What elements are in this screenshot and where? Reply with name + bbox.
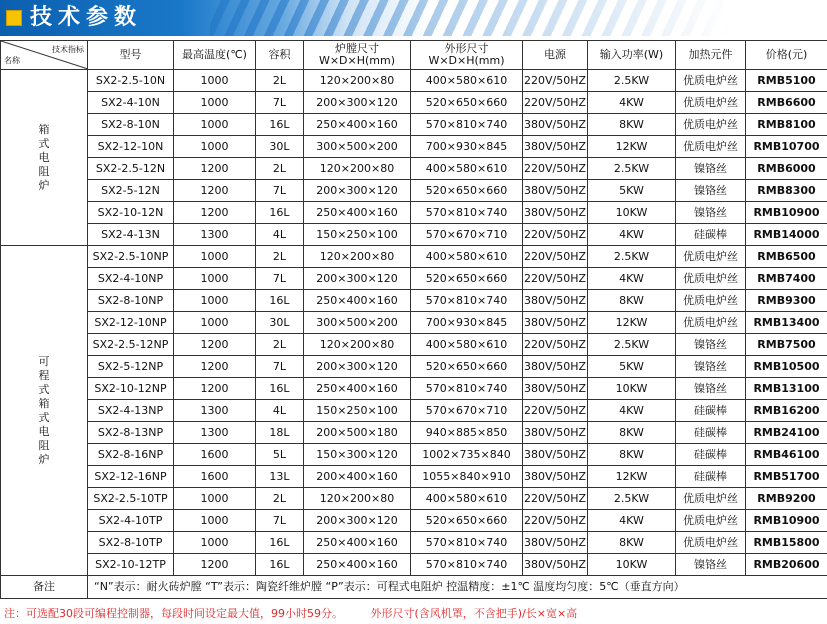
chamber-size-cell: 200×300×120 xyxy=(304,92,411,114)
table-row xyxy=(1,378,827,400)
price-cell: RMB10700 xyxy=(746,136,827,158)
power-supply-cell: 220V/50HZ xyxy=(523,158,588,180)
banner-stripes xyxy=(210,0,730,36)
input-power-cell: 2.5KW xyxy=(588,488,676,510)
input-power-cell: 2.5KW xyxy=(588,246,676,268)
outer-size-cell: 570×810×740 xyxy=(411,114,523,136)
max-temp-cell: 1000 xyxy=(174,268,256,290)
heating-element-cell: 优质电炉丝 xyxy=(676,246,746,268)
chamber-size-cell: 150×250×100 xyxy=(304,224,411,246)
model-cell: SX2-12-16NP xyxy=(88,466,174,488)
outer-size-cell: 400×580×610 xyxy=(411,158,523,180)
header-chamber xyxy=(304,41,411,70)
heating-element-cell: 硅碳棒 xyxy=(676,422,746,444)
input-power-cell: 12KW xyxy=(588,466,676,488)
outer-size-cell: 400×580×610 xyxy=(411,70,523,92)
price-cell: RMB10900 xyxy=(746,202,827,224)
chamber-size-cell: 300×500×200 xyxy=(304,312,411,334)
header-power-supply: 电源 xyxy=(523,41,588,70)
table-row xyxy=(1,488,827,510)
power-supply-cell: 380V/50HZ xyxy=(523,422,588,444)
model-cell: SX2-4-10NP xyxy=(88,268,174,290)
model-cell: SX2-2.5-10NP xyxy=(88,246,174,268)
max-temp-cell: 1200 xyxy=(174,334,256,356)
heating-element-cell: 优质电炉丝 xyxy=(676,70,746,92)
model-cell: SX2-4-13N xyxy=(88,224,174,246)
max-temp-cell: 1000 xyxy=(174,136,256,158)
power-supply-cell: 220V/50HZ xyxy=(523,400,588,422)
header-outer-label: 外形尺寸 xyxy=(444,42,489,55)
header-chamber-unit: W×D×H(mm) xyxy=(318,54,396,67)
heating-element-cell: 优质电炉丝 xyxy=(676,114,746,136)
page-title: 技术参数 xyxy=(30,5,143,30)
model-cell: SX2-5-12N xyxy=(88,180,174,202)
max-temp-cell: 1300 xyxy=(174,422,256,444)
volume-cell: 16L xyxy=(256,114,304,136)
spec-table xyxy=(0,40,827,599)
heating-element-cell: 镍铬丝 xyxy=(676,202,746,224)
power-supply-cell: 220V/50HZ xyxy=(523,510,588,532)
table-row xyxy=(1,334,827,356)
model-cell: SX2-10-12NP xyxy=(88,378,174,400)
input-power-cell: 8KW xyxy=(588,114,676,136)
outer-size-cell: 400×580×610 xyxy=(411,334,523,356)
footnote-controller: 注：可选配30段可编程控制器，每段时间设定最大值，99小时59分。 xyxy=(4,607,343,620)
model-cell: SX2-12-10N xyxy=(88,136,174,158)
volume-cell: 7L xyxy=(256,180,304,202)
header-chamber-label: 炉膛尺寸 xyxy=(335,42,379,55)
power-supply-cell: 380V/50HZ xyxy=(523,180,588,202)
volume-cell: 18L xyxy=(256,422,304,444)
max-temp-cell: 1000 xyxy=(174,114,256,136)
header-heating: 加热元件 xyxy=(676,41,746,70)
model-cell: SX2-2.5-12NP xyxy=(88,334,174,356)
model-cell: SX2-12-10NP xyxy=(88,312,174,334)
header-model: 型号 xyxy=(88,41,174,70)
model-cell: SX2-8-10NP xyxy=(88,290,174,312)
power-supply-cell: 380V/50HZ xyxy=(523,136,588,158)
volume-cell: 7L xyxy=(256,356,304,378)
heating-element-cell: 镍铬丝 xyxy=(676,356,746,378)
outer-size-cell: 520×650×660 xyxy=(411,510,523,532)
heating-element-cell: 优质电炉丝 xyxy=(676,136,746,158)
max-temp-cell: 1600 xyxy=(174,466,256,488)
price-cell: RMB9300 xyxy=(746,290,827,312)
max-temp-cell: 1200 xyxy=(174,180,256,202)
volume-cell: 2L xyxy=(256,246,304,268)
chamber-size-cell: 120×200×80 xyxy=(304,246,411,268)
model-cell: SX2-8-16NP xyxy=(88,444,174,466)
power-supply-cell: 220V/50HZ xyxy=(523,246,588,268)
remark-row xyxy=(1,576,827,599)
chamber-size-cell: 200×300×120 xyxy=(304,180,411,202)
footnote-dimensions: 外形尺寸(含风机罩，不含把手)/长×宽×高 xyxy=(370,607,578,620)
table-row xyxy=(1,246,827,268)
power-supply-cell: 380V/50HZ xyxy=(523,356,588,378)
power-supply-cell: 380V/50HZ xyxy=(523,312,588,334)
table-row xyxy=(1,444,827,466)
heating-element-cell: 优质电炉丝 xyxy=(676,488,746,510)
volume-cell: 2L xyxy=(256,334,304,356)
chamber-size-cell: 250×400×160 xyxy=(304,114,411,136)
outer-size-cell: 1002×735×840 xyxy=(411,444,523,466)
heating-element-cell: 优质电炉丝 xyxy=(676,268,746,290)
table-row xyxy=(1,312,827,334)
input-power-cell: 2.5KW xyxy=(588,70,676,92)
price-cell: RMB6600 xyxy=(746,92,827,114)
header-outer xyxy=(411,41,523,70)
heating-element-cell: 硅碳棒 xyxy=(676,466,746,488)
price-cell: RMB7500 xyxy=(746,334,827,356)
input-power-cell: 5KW xyxy=(588,180,676,202)
max-temp-cell: 1000 xyxy=(174,510,256,532)
heating-element-cell: 镍铬丝 xyxy=(676,158,746,180)
price-cell: RMB13400 xyxy=(746,312,827,334)
price-cell: RMB8100 xyxy=(746,114,827,136)
power-supply-cell: 380V/50HZ xyxy=(523,378,588,400)
table-row xyxy=(1,356,827,378)
price-cell: RMB8300 xyxy=(746,180,827,202)
model-cell: SX2-8-13NP xyxy=(88,422,174,444)
heating-element-cell: 优质电炉丝 xyxy=(676,290,746,312)
square-bullet-icon xyxy=(6,10,22,26)
max-temp-cell: 1000 xyxy=(174,246,256,268)
price-cell: RMB5100 xyxy=(746,70,827,92)
volume-cell: 7L xyxy=(256,510,304,532)
model-cell: SX2-4-10TP xyxy=(88,510,174,532)
outer-size-cell: 570×810×740 xyxy=(411,290,523,312)
price-cell: RMB46100 xyxy=(746,444,827,466)
footnote xyxy=(4,605,601,621)
power-supply-cell: 380V/50HZ xyxy=(523,114,588,136)
table-row xyxy=(1,290,827,312)
header-price: 价格(元) xyxy=(746,41,827,70)
chamber-size-cell: 120×200×80 xyxy=(304,334,411,356)
heating-element-cell: 镍铬丝 xyxy=(676,180,746,202)
outer-size-cell: 570×810×740 xyxy=(411,202,523,224)
chamber-size-cell: 250×400×160 xyxy=(304,532,411,554)
chamber-size-cell: 250×400×160 xyxy=(304,378,411,400)
header-indicator-label: 技术指标 xyxy=(52,45,84,54)
outer-size-cell: 520×650×660 xyxy=(411,180,523,202)
power-supply-cell: 220V/50HZ xyxy=(523,92,588,114)
input-power-cell: 4KW xyxy=(588,510,676,532)
volume-cell: 2L xyxy=(256,70,304,92)
heating-element-cell: 硅碳棒 xyxy=(676,400,746,422)
input-power-cell: 12KW xyxy=(588,136,676,158)
outer-size-cell: 940×885×850 xyxy=(411,422,523,444)
heating-element-cell: 优质电炉丝 xyxy=(676,92,746,114)
outer-size-cell: 1055×840×910 xyxy=(411,466,523,488)
chamber-size-cell: 250×400×160 xyxy=(304,290,411,312)
chamber-size-cell: 200×400×160 xyxy=(304,466,411,488)
input-power-cell: 10KW xyxy=(588,202,676,224)
table-row xyxy=(1,510,827,532)
header-max-temp: 最高温度(℃) xyxy=(174,41,256,70)
price-cell: RMB6500 xyxy=(746,246,827,268)
power-supply-cell: 380V/50HZ xyxy=(523,554,588,576)
heating-element-cell: 优质电炉丝 xyxy=(676,532,746,554)
volume-cell: 30L xyxy=(256,312,304,334)
volume-cell: 16L xyxy=(256,378,304,400)
volume-cell: 13L xyxy=(256,466,304,488)
chamber-size-cell: 150×250×100 xyxy=(304,400,411,422)
diagonal-header-cell xyxy=(1,41,88,70)
price-cell: RMB9200 xyxy=(746,488,827,510)
input-power-cell: 4KW xyxy=(588,224,676,246)
chamber-size-cell: 150×300×120 xyxy=(304,444,411,466)
chamber-size-cell: 120×200×80 xyxy=(304,158,411,180)
input-power-cell: 2.5KW xyxy=(588,334,676,356)
header-volume: 容积 xyxy=(256,41,304,70)
volume-cell: 30L xyxy=(256,136,304,158)
table-body xyxy=(1,70,827,576)
chamber-size-cell: 120×200×80 xyxy=(304,488,411,510)
price-cell: RMB51700 xyxy=(746,466,827,488)
max-temp-cell: 1600 xyxy=(174,444,256,466)
input-power-cell: 10KW xyxy=(588,378,676,400)
volume-cell: 5L xyxy=(256,444,304,466)
chamber-size-cell: 300×500×200 xyxy=(304,136,411,158)
max-temp-cell: 1200 xyxy=(174,554,256,576)
table-row xyxy=(1,202,827,224)
price-cell: RMB15800 xyxy=(746,532,827,554)
chamber-size-cell: 250×400×160 xyxy=(304,554,411,576)
outer-size-cell: 570×670×710 xyxy=(411,400,523,422)
input-power-cell: 10KW xyxy=(588,554,676,576)
heating-element-cell: 镍铬丝 xyxy=(676,334,746,356)
input-power-cell: 2.5KW xyxy=(588,158,676,180)
model-cell: SX2-8-10N xyxy=(88,114,174,136)
chamber-size-cell: 200×300×120 xyxy=(304,268,411,290)
table-row xyxy=(1,180,827,202)
heating-element-cell: 镍铬丝 xyxy=(676,554,746,576)
header-name-label: 名称 xyxy=(4,56,20,65)
chamber-size-cell: 200×300×120 xyxy=(304,356,411,378)
input-power-cell: 8KW xyxy=(588,290,676,312)
table-row xyxy=(1,554,827,576)
input-power-cell: 5KW xyxy=(588,356,676,378)
max-temp-cell: 1300 xyxy=(174,400,256,422)
price-cell: RMB16200 xyxy=(746,400,827,422)
outer-size-cell: 700×930×845 xyxy=(411,312,523,334)
volume-cell: 16L xyxy=(256,290,304,312)
outer-size-cell: 570×810×740 xyxy=(411,554,523,576)
max-temp-cell: 1000 xyxy=(174,70,256,92)
volume-cell: 16L xyxy=(256,202,304,224)
model-cell: SX2-4-13NP xyxy=(88,400,174,422)
max-temp-cell: 1000 xyxy=(174,92,256,114)
outer-size-cell: 570×810×740 xyxy=(411,532,523,554)
input-power-cell: 4KW xyxy=(588,268,676,290)
table-row xyxy=(1,136,827,158)
model-cell: SX2-2.5-10TP xyxy=(88,488,174,510)
heating-element-cell: 硅碳棒 xyxy=(676,444,746,466)
outer-size-cell: 400×580×610 xyxy=(411,488,523,510)
chamber-size-cell: 120×200×80 xyxy=(304,70,411,92)
power-supply-cell: 220V/50HZ xyxy=(523,488,588,510)
heating-element-cell: 硅碳棒 xyxy=(676,224,746,246)
max-temp-cell: 1200 xyxy=(174,378,256,400)
table-row xyxy=(1,422,827,444)
input-power-cell: 4KW xyxy=(588,92,676,114)
power-supply-cell: 380V/50HZ xyxy=(523,202,588,224)
input-power-cell: 8KW xyxy=(588,422,676,444)
table-row xyxy=(1,466,827,488)
volume-cell: 2L xyxy=(256,158,304,180)
heating-element-cell: 优质电炉丝 xyxy=(676,510,746,532)
max-temp-cell: 1200 xyxy=(174,202,256,224)
outer-size-cell: 520×650×660 xyxy=(411,356,523,378)
outer-size-cell: 400×580×610 xyxy=(411,246,523,268)
input-power-cell: 12KW xyxy=(588,312,676,334)
max-temp-cell: 1300 xyxy=(174,224,256,246)
power-supply-cell: 380V/50HZ xyxy=(523,532,588,554)
remark-label: 备注 xyxy=(1,576,88,599)
heating-element-cell: 镍铬丝 xyxy=(676,378,746,400)
outer-size-cell: 520×650×660 xyxy=(411,92,523,114)
volume-cell: 2L xyxy=(256,488,304,510)
max-temp-cell: 1200 xyxy=(174,158,256,180)
table-row xyxy=(1,532,827,554)
header-input-power: 输入功率(W) xyxy=(588,41,676,70)
remark-text: “N”表示：耐火砖炉膛 “T”表示：陶瓷纤维炉膛 “P”表示：可程式电阻炉 控温精度：±1℃ 温度均匀度：5℃（垂直方向） xyxy=(88,576,827,599)
power-supply-cell: 380V/50HZ xyxy=(523,466,588,488)
volume-cell: 7L xyxy=(256,268,304,290)
table-row xyxy=(1,70,827,92)
table-row xyxy=(1,268,827,290)
chamber-size-cell: 250×400×160 xyxy=(304,202,411,224)
volume-cell: 16L xyxy=(256,554,304,576)
price-cell: RMB13100 xyxy=(746,378,827,400)
volume-cell: 16L xyxy=(256,532,304,554)
input-power-cell: 8KW xyxy=(588,532,676,554)
table-row xyxy=(1,400,827,422)
header-outer-unit: W×D×H(mm) xyxy=(428,54,505,67)
category-cell: 可 程 式 箱 式 电 阻 炉 xyxy=(1,246,88,576)
power-supply-cell: 220V/50HZ xyxy=(523,334,588,356)
model-cell: SX2-10-12TP xyxy=(88,554,174,576)
price-cell: RMB10900 xyxy=(746,510,827,532)
max-temp-cell: 1000 xyxy=(174,312,256,334)
price-cell: RMB7400 xyxy=(746,268,827,290)
volume-cell: 7L xyxy=(256,92,304,114)
price-cell: RMB24100 xyxy=(746,422,827,444)
outer-size-cell: 570×670×710 xyxy=(411,224,523,246)
power-supply-cell: 220V/50HZ xyxy=(523,268,588,290)
power-supply-cell: 380V/50HZ xyxy=(523,444,588,466)
price-cell: RMB14000 xyxy=(746,224,827,246)
power-supply-cell: 220V/50HZ xyxy=(523,224,588,246)
category-cell: 箱 式 电 阻 炉 xyxy=(1,70,88,246)
model-cell: SX2-5-12NP xyxy=(88,356,174,378)
model-cell: SX2-8-10TP xyxy=(88,532,174,554)
heating-element-cell: 优质电炉丝 xyxy=(676,312,746,334)
outer-size-cell: 700×930×845 xyxy=(411,136,523,158)
volume-cell: 4L xyxy=(256,224,304,246)
max-temp-cell: 1200 xyxy=(174,356,256,378)
price-cell: RMB10500 xyxy=(746,356,827,378)
input-power-cell: 4KW xyxy=(588,400,676,422)
volume-cell: 4L xyxy=(256,400,304,422)
model-cell: SX2-4-10N xyxy=(88,92,174,114)
max-temp-cell: 1000 xyxy=(174,532,256,554)
table-row xyxy=(1,114,827,136)
price-cell: RMB6000 xyxy=(746,158,827,180)
header-row xyxy=(1,41,827,70)
power-supply-cell: 380V/50HZ xyxy=(523,290,588,312)
chamber-size-cell: 200×300×120 xyxy=(304,510,411,532)
price-cell: RMB20600 xyxy=(746,554,827,576)
outer-size-cell: 570×810×740 xyxy=(411,378,523,400)
outer-size-cell: 520×650×660 xyxy=(411,268,523,290)
max-temp-cell: 1000 xyxy=(174,290,256,312)
model-cell: SX2-10-12N xyxy=(88,202,174,224)
title-banner xyxy=(0,0,827,36)
table-row xyxy=(1,92,827,114)
max-temp-cell: 1000 xyxy=(174,488,256,510)
model-cell: SX2-2.5-12N xyxy=(88,158,174,180)
table-row xyxy=(1,158,827,180)
power-supply-cell: 220V/50HZ xyxy=(523,70,588,92)
table-row xyxy=(1,224,827,246)
model-cell: SX2-2.5-10N xyxy=(88,70,174,92)
input-power-cell: 8KW xyxy=(588,444,676,466)
chamber-size-cell: 200×500×180 xyxy=(304,422,411,444)
